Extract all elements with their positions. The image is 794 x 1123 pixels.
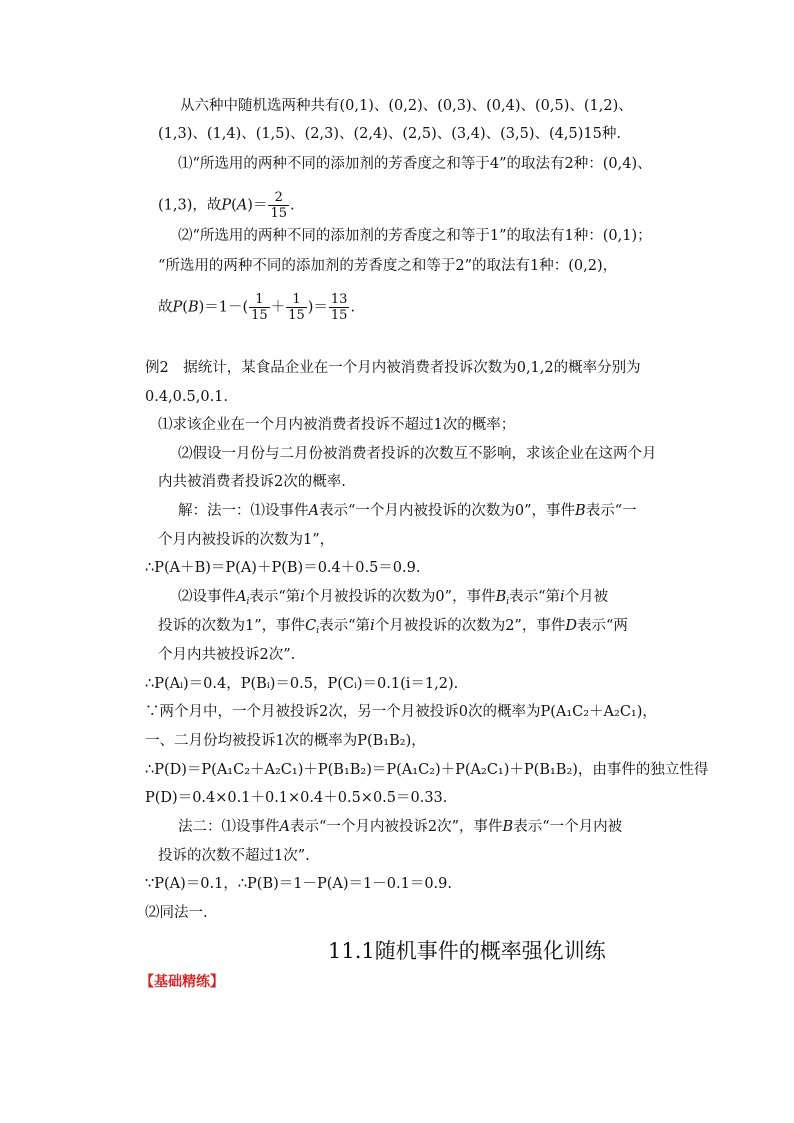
text-line: “所选用的两种不同的添加剂的芳香度之和等于2”的取法有1种：(0,2)，: [158, 258, 618, 274]
example-heading: 例2 据统计，某食品企业在一个月内被消费者投诉次数为0,1,2的概率分别为: [145, 360, 641, 376]
solution-line: 解：法一：⑴设事件A表示“一个月内被投诉的次数为0”，事件B表示“一: [178, 503, 637, 519]
text-line: ∵两个月中，一个月被投诉2次，另一个月被投诉0次的概率为P(A₁C₂＋A₂C₁)，: [145, 704, 657, 720]
question-1: ⑴求该企业在一个月内被消费者投诉不超过1次的概率；: [158, 417, 516, 433]
text-line: 0.4,0.5,0.1.: [145, 389, 229, 405]
text-line: 投诉的次数不超过1次”.: [158, 848, 310, 864]
text-line-fraction: (1,3)，故P(A)＝ $\frac{2}{15}$ .: [158, 190, 295, 221]
text-line-fraction: 故P(B)＝1－( $\frac{1}{15}$ ＋ $\frac{1}{15}$ )＝ $\frac{13}{15}$ .: [158, 292, 356, 323]
text-line: 个月内被投诉的次数为1”，: [158, 532, 335, 548]
text-line: 内共被消费者投诉2次的概率.: [158, 474, 346, 490]
formula-line: ∵P(A)＝0.1，∴P(B)＝1－P(A)＝1－0.1＝0.9.: [145, 876, 452, 892]
text-line: 个月内共被投诉2次”.: [158, 647, 296, 663]
text-line: 一、二月份均被投诉1次的概率为P(B₁B₂)，: [145, 733, 426, 749]
solution-line: ⑵设事件$A_i$表示“第i个月被投诉的次数为0”，事件$B_i$表示“第i个月被: [178, 589, 609, 607]
formula-line: P(D)＝0.4×0.1＋0.1×0.4＋0.5×0.5＝0.33.: [145, 790, 448, 806]
section-title: 11.1随机事件的概率强化训练: [328, 939, 606, 963]
text-line: ⑴“所选用的两种不同的添加剂的芳香度之和等于4”的取法有2种：(0,4)、: [178, 156, 652, 172]
text-line: ⑵同法一.: [145, 905, 208, 921]
section-tag: 【基础精练】: [140, 974, 224, 990]
fraction: $\frac{2}{15}$: [270, 190, 288, 221]
formula-line: ∴P(Aᵢ)＝0.4，P(Bᵢ)＝0.5，P(Cᵢ)＝0.1(i＝1,2).: [145, 676, 459, 692]
solution-line: 法二：⑴设事件A表示“一个月内被投诉2次”，事件B表示“一个月内被: [178, 819, 623, 835]
fraction: $\frac{1}{15}$: [251, 292, 268, 323]
text-line: 投诉的次数为1”，事件$C_i$表示“第i个月被投诉的次数为2”，事件D表示“两: [158, 618, 628, 636]
formula-line: ∴P(D)＝P(A₁C₂＋A₂C₁)＋P(B₁B₂)＝P(A₁C₂)＋P(A₂C₁)＋P(B₁B₂)，由事件的独立性得: [145, 762, 709, 778]
text-line: ⑵“所选用的两种不同的添加剂的芳香度之和等于1”的取法有1种：(0,1)；: [178, 228, 652, 244]
fraction: $\frac{13}{15}$: [330, 292, 348, 323]
text-line: 从六种中随机选两种共有(0,1)、(0,2)、(0,3)、(0,4)、(0,5)、(1,2)、: [180, 98, 633, 114]
fraction: $\frac{1}{15}$: [288, 292, 305, 323]
text-line: (1,3)、(1,4)、(1,5)、(2,3)、(2,4)、(2,5)、(3,4)、(3,5)、(4,5)15种.: [158, 126, 621, 142]
formula-line: ∴P(A＋B)＝P(A)＋P(B)＝0.4＋0.5＝0.9.: [145, 560, 421, 576]
question-2: ⑵假设一月份与二月份被消费者投诉的次数互不影响，求该企业在这两个月: [178, 446, 657, 462]
